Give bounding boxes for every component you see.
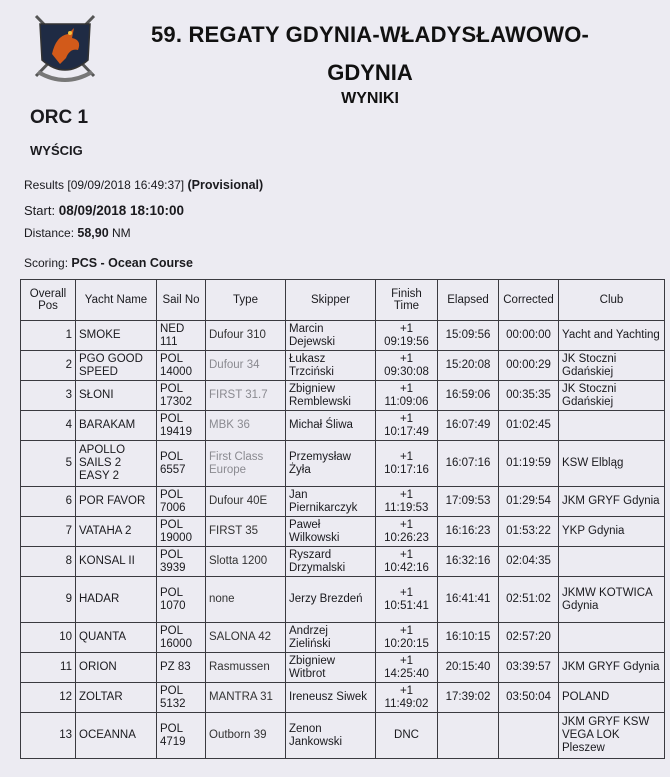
table-cell-corrected <box>499 713 559 759</box>
table-cell-type: SALONA 42 <box>206 623 286 653</box>
table-cell-sail: POL 19419 <box>157 411 206 441</box>
table-cell-elapsed: 16:41:41 <box>438 577 499 623</box>
table-cell-pos: 5 <box>21 441 76 487</box>
table-cell-club: Yacht and Yachting <box>559 321 665 351</box>
table-cell-corrected: 02:57:20 <box>499 623 559 653</box>
table-cell-corrected: 00:35:35 <box>499 381 559 411</box>
table-cell-elapsed: 16:16:23 <box>438 517 499 547</box>
table-cell-corrected: 01:53:22 <box>499 517 559 547</box>
table-row <box>21 487 665 517</box>
table-cell-skipper: Zbigniew Remblewski <box>286 381 376 411</box>
table-cell-finish: +1 10:17:49 <box>376 411 438 441</box>
table-cell-pos: 2 <box>21 351 76 381</box>
table-row <box>21 683 665 713</box>
results-label: Results <box>24 178 65 192</box>
table-row <box>21 381 665 411</box>
table-cell-skipper: Przemysław Żyła <box>286 441 376 487</box>
table-cell-club: JKM GRYF Gdynia <box>559 653 665 683</box>
table-row <box>21 321 665 351</box>
table-cell-club: JK Stoczni Gdańskiej <box>559 381 665 411</box>
table-cell-corrected: 03:39:57 <box>499 653 559 683</box>
table-cell-type: Outborn 39 <box>206 713 286 759</box>
table-cell-pos: 8 <box>21 547 76 577</box>
table-cell-finish: +1 10:26:23 <box>376 517 438 547</box>
scoring-line <box>24 256 193 270</box>
table-cell-pos: 6 <box>21 487 76 517</box>
table-cell-type: Dufour 40E <box>206 487 286 517</box>
table-cell-elapsed: 20:15:40 <box>438 653 499 683</box>
col-header-finish: Finish Time <box>376 280 438 321</box>
col-header-yacht: Yacht Name <box>76 280 157 321</box>
col-header-sail: Sail No <box>157 280 206 321</box>
table-cell-type: Rasmussen <box>206 653 286 683</box>
table-cell-type: FIRST 31.7 <box>206 381 286 411</box>
table-cell-skipper: Andrzej Zieliński <box>286 623 376 653</box>
col-header-elapsed: Elapsed <box>438 280 499 321</box>
table-cell-finish: +1 10:51:41 <box>376 577 438 623</box>
table-cell-yacht: POR FAVOR <box>76 487 157 517</box>
table-cell-sail: POL 3939 <box>157 547 206 577</box>
table-cell-club: JKM GRYF KSW VEGA LOK Pleszew <box>559 713 665 759</box>
table-cell-sail: POL 14000 <box>157 351 206 381</box>
table-cell-pos: 4 <box>21 411 76 441</box>
table-cell-corrected: 00:00:00 <box>499 321 559 351</box>
table-row <box>21 713 665 759</box>
table-cell-finish: +1 10:17:16 <box>376 441 438 487</box>
table-row <box>21 351 665 381</box>
table-cell-yacht: VATAHA 2 <box>76 517 157 547</box>
table-row <box>21 623 665 653</box>
table-cell-sail: POL 4719 <box>157 713 206 759</box>
table-cell-sail: POL 1070 <box>157 577 206 623</box>
table-cell-skipper: Ireneusz Siwek <box>286 683 376 713</box>
table-cell-yacht: SMOKE <box>76 321 157 351</box>
table-cell-type: MANTRA 31 <box>206 683 286 713</box>
table-cell-yacht: SŁONI <box>76 381 157 411</box>
table-cell-corrected: 01:02:45 <box>499 411 559 441</box>
table-cell-pos: 12 <box>21 683 76 713</box>
table-cell-club <box>559 623 665 653</box>
table-cell-finish: +1 10:20:15 <box>376 623 438 653</box>
table-cell-elapsed: 16:07:49 <box>438 411 499 441</box>
table-cell-club <box>559 411 665 441</box>
table-cell-sail: POL 16000 <box>157 623 206 653</box>
col-header-club: Club <box>559 280 665 321</box>
table-cell-finish: +1 11:19:53 <box>376 487 438 517</box>
col-header-skipper: Skipper <box>286 280 376 321</box>
page-subtitle: WYNIKI <box>341 90 399 107</box>
table-cell-sail: POL 6557 <box>157 441 206 487</box>
distance-unit: NM <box>112 226 131 240</box>
table-cell-sail: POL 17302 <box>157 381 206 411</box>
table-cell-finish: +1 09:19:56 <box>376 321 438 351</box>
start-line <box>24 203 184 218</box>
table-cell-corrected: 01:19:59 <box>499 441 559 487</box>
results-line <box>24 178 263 192</box>
page-title-line1: 59. REGATY GDYNIA-WŁADYSŁAWOWO- <box>150 22 590 47</box>
page-title-line2: GDYNIA <box>327 60 413 85</box>
table-cell-sail: POL 19000 <box>157 517 206 547</box>
distance-label: Distance: <box>24 226 75 240</box>
table-cell-elapsed: 16:07:16 <box>438 441 499 487</box>
table-cell-skipper: Michał Śliwa <box>286 411 376 441</box>
table-cell-type: FIRST 35 <box>206 517 286 547</box>
distance-value: 58,90 <box>77 226 109 240</box>
table-cell-corrected: 01:29:54 <box>499 487 559 517</box>
table-cell-club: KSW Elbląg <box>559 441 665 487</box>
table-cell-skipper: Jerzy Brezdeń <box>286 577 376 623</box>
table-cell-type: none <box>206 577 286 623</box>
table-row <box>21 411 665 441</box>
col-header-pos: Overall Pos <box>21 280 76 321</box>
table-cell-pos: 11 <box>21 653 76 683</box>
table-cell-elapsed: 16:59:06 <box>438 381 499 411</box>
table-cell-pos: 3 <box>21 381 76 411</box>
table-cell-yacht: KONSAL II <box>76 547 157 577</box>
table-cell-yacht: OCEANNA <box>76 713 157 759</box>
table-cell-type: First Class Europe <box>206 441 286 487</box>
table-cell-pos: 9 <box>21 577 76 623</box>
table-cell-skipper: Łukasz Trzciński <box>286 351 376 381</box>
table-cell-skipper: Zenon Jankowski <box>286 713 376 759</box>
table-cell-yacht: PGO GOOD SPEED <box>76 351 157 381</box>
table-cell-elapsed: 16:32:16 <box>438 547 499 577</box>
table-cell-pos: 13 <box>21 713 76 759</box>
table-cell-yacht: APOLLO SAILS 2 EASY 2 <box>76 441 157 487</box>
table-cell-yacht: ORION <box>76 653 157 683</box>
table-cell-sail: POL 7006 <box>157 487 206 517</box>
table-cell-skipper: Zbigniew Witbrot <box>286 653 376 683</box>
table-cell-club: YKP Gdynia <box>559 517 665 547</box>
results-timestamp: [09/09/2018 16:49:37] <box>67 178 185 192</box>
table-cell-type: Dufour 34 <box>206 351 286 381</box>
table-cell-finish: +1 11:49:02 <box>376 683 438 713</box>
table-cell-sail: NED 111 <box>157 321 206 351</box>
table-cell-type: Dufour 310 <box>206 321 286 351</box>
table-cell-skipper: Marcin Dejewski <box>286 321 376 351</box>
table-cell-skipper: Paweł Wilkowski <box>286 517 376 547</box>
table-cell-corrected: 02:04:35 <box>499 547 559 577</box>
table-cell-pos: 1 <box>21 321 76 351</box>
griffin-logo-icon <box>30 14 100 86</box>
table-cell-finish: +1 14:25:40 <box>376 653 438 683</box>
class-heading: ORC 1 <box>30 107 89 128</box>
table-cell-finish: DNC <box>376 713 438 759</box>
scoring-value: PCS - Ocean Course <box>71 256 193 270</box>
table-row <box>21 547 665 577</box>
table-cell-corrected: 02:51:02 <box>499 577 559 623</box>
table-cell-finish: +1 09:30:08 <box>376 351 438 381</box>
table-cell-elapsed: 15:09:56 <box>438 321 499 351</box>
table-cell-yacht: HADAR <box>76 577 157 623</box>
col-header-corrected: Corrected <box>499 280 559 321</box>
table-cell-yacht: ZOLTAR <box>76 683 157 713</box>
results-status: (Provisional) <box>187 178 264 192</box>
col-header-type: Type <box>206 280 286 321</box>
table-cell-yacht: QUANTA <box>76 623 157 653</box>
table-cell-pos: 7 <box>21 517 76 547</box>
table-cell-club: JK Stoczni Gdańskiej <box>559 351 665 381</box>
table-row <box>21 653 665 683</box>
distance-line <box>24 226 131 240</box>
scoring-label: Scoring: <box>24 256 69 270</box>
table-cell-sail: POL 5132 <box>157 683 206 713</box>
table-row <box>21 441 665 487</box>
table-cell-club: POLAND <box>559 683 665 713</box>
table-cell-skipper: Ryszard Drzymalski <box>286 547 376 577</box>
table-cell-finish: +1 10:42:16 <box>376 547 438 577</box>
table-cell-corrected: 03:50:04 <box>499 683 559 713</box>
table-row <box>21 517 665 547</box>
results-table <box>20 279 665 759</box>
table-cell-finish: +1 11:09:06 <box>376 381 438 411</box>
table-header-row <box>21 280 665 321</box>
table-cell-yacht: BARAKAM <box>76 411 157 441</box>
table-cell-club <box>559 547 665 577</box>
race-heading: WYŚCIG <box>30 143 83 158</box>
start-label: Start: <box>24 203 56 218</box>
table-cell-corrected: 00:00:29 <box>499 351 559 381</box>
start-value: 08/09/2018 18:10:00 <box>58 203 185 218</box>
table-cell-skipper: Jan Piernikarczyk <box>286 487 376 517</box>
table-cell-sail: PZ 83 <box>157 653 206 683</box>
table-cell-elapsed: 16:10:15 <box>438 623 499 653</box>
table-cell-type: MBK 36 <box>206 411 286 441</box>
table-row <box>21 577 665 623</box>
table-cell-elapsed <box>438 713 499 759</box>
table-cell-club: JKMW KOTWICA Gdynia <box>559 577 665 623</box>
table-cell-elapsed: 17:09:53 <box>438 487 499 517</box>
table-cell-type: Slotta 1200 <box>206 547 286 577</box>
table-cell-club: JKM GRYF Gdynia <box>559 487 665 517</box>
table-cell-elapsed: 15:20:08 <box>438 351 499 381</box>
table-cell-elapsed: 17:39:02 <box>438 683 499 713</box>
table-cell-pos: 10 <box>21 623 76 653</box>
